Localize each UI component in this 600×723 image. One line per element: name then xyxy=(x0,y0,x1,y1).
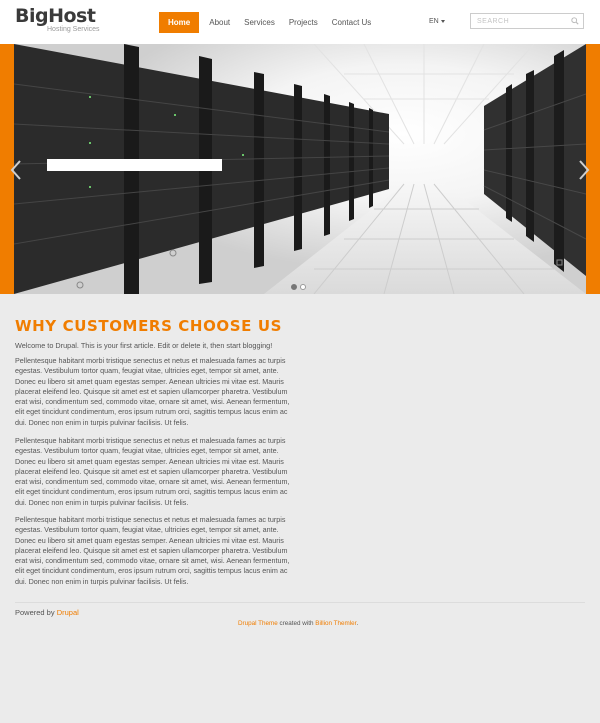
section-heading: WHY CUSTOMERS CHOOSE US xyxy=(15,317,283,335)
slider-dot-2[interactable] xyxy=(300,284,306,290)
credit-text: created with xyxy=(279,620,314,627)
billion-themler-link[interactable]: Billion Themler xyxy=(315,620,357,627)
footer-divider xyxy=(15,602,585,603)
article-paragraph-3: Pellentesque habitant morbi tristique senectus et netus et malesuada fames ac turpis egestas. Vestibulum tortor quam, feugiat vitae, ultricies eget, tempor sit amet, ante. Donec eu libero sit amet quam egestas semper. Aenean ultricies mi vitae est. Mauris placerat eleifend leo. Quisque sit amet est et sapien ullamcorper pharetra. Vestibulum erat wisi, condimentum sed, commodo vitae, ornare sit amet, wisi. Aenean fermentum, elit eget tincidunt condimentum, eros ipsum rutrum orci, sagittis tempus lacus enim ac dui. Donec non enim in turpis pulvinar facilisis. Ut felis. xyxy=(15,515,290,586)
nav-item-projects[interactable]: Projects xyxy=(288,18,318,27)
article-intro: Welcome to Drupal. This is your first article. Edit or delete it, then start blogging! xyxy=(15,341,273,350)
site-logo-subtitle: Hosting Services xyxy=(47,26,100,33)
chevron-right-icon[interactable] xyxy=(577,159,591,181)
nav-item-contact-us[interactable]: Contact Us xyxy=(331,18,372,27)
powered-by-label: Powered by xyxy=(15,608,55,617)
search-box xyxy=(470,13,584,29)
drupal-theme-link[interactable]: Drupal Theme xyxy=(238,620,278,627)
caret-down-icon xyxy=(441,20,445,23)
hero-slider xyxy=(0,44,600,294)
language-switcher[interactable] xyxy=(429,17,445,26)
chevron-left-icon[interactable] xyxy=(9,159,23,181)
drupal-link[interactable]: Drupal xyxy=(56,608,79,617)
slider-dot-1[interactable] xyxy=(291,284,297,290)
language-label: EN xyxy=(429,18,439,25)
nav-item-home[interactable]: Home xyxy=(159,12,199,33)
search-icon[interactable] xyxy=(571,17,579,25)
article-paragraph-1: Pellentesque habitant morbi tristique senectus et netus et malesuada fames ac turpis egestas. Vestibulum tortor quam, feugiat vitae, ultricies eget, tempor sit amet, ante. Donec eu libero sit amet quam egestas semper. Aenean ultricies mi vitae est. Mauris placerat eleifend leo. Quisque sit amet est et sapien ullamcorper pharetra. Vestibulum erat wisi, condimentum sed, commodo vitae, ornare sit amet, wisi. Aenean fermentum, elit eget tincidunt condimentum, eros ipsum rutrum orci, sagittis tempus lacus enim ac dui. Donec non enim in turpis pulvinar facilisis. Ut felis. xyxy=(15,356,290,427)
credit-period: . xyxy=(356,620,359,627)
main-nav xyxy=(159,12,378,33)
slider-pagination xyxy=(291,284,306,290)
site-header xyxy=(0,0,600,44)
nav-item-services[interactable]: Services xyxy=(244,18,275,27)
powered-by xyxy=(15,608,79,618)
search-input[interactable] xyxy=(471,14,569,28)
theme-credit xyxy=(238,619,358,628)
nav-item-about[interactable]: About xyxy=(209,18,231,27)
slide-caption-bar xyxy=(47,159,222,171)
site-logo-title[interactable]: BigHost xyxy=(15,5,96,27)
article-paragraph-2: Pellentesque habitant morbi tristique senectus et netus et malesuada fames ac turpis egestas. Vestibulum tortor quam, feugiat vitae, ultricies eget, tempor sit amet, ante. Donec eu libero sit amet quam egestas semper. Aenean ultricies mi vitae est. Mauris placerat eleifend leo. Quisque sit amet est et sapien ullamcorper pharetra. Vestibulum erat wisi, condimentum sed, commodo vitae, ornare sit amet, wisi. Aenean fermentum, elit eget tincidunt condimentum, eros ipsum rutrum orci, sagittis tempus lacus enim ac dui. Donec non enim in turpis pulvinar facilisis. Ut felis. xyxy=(15,436,290,507)
